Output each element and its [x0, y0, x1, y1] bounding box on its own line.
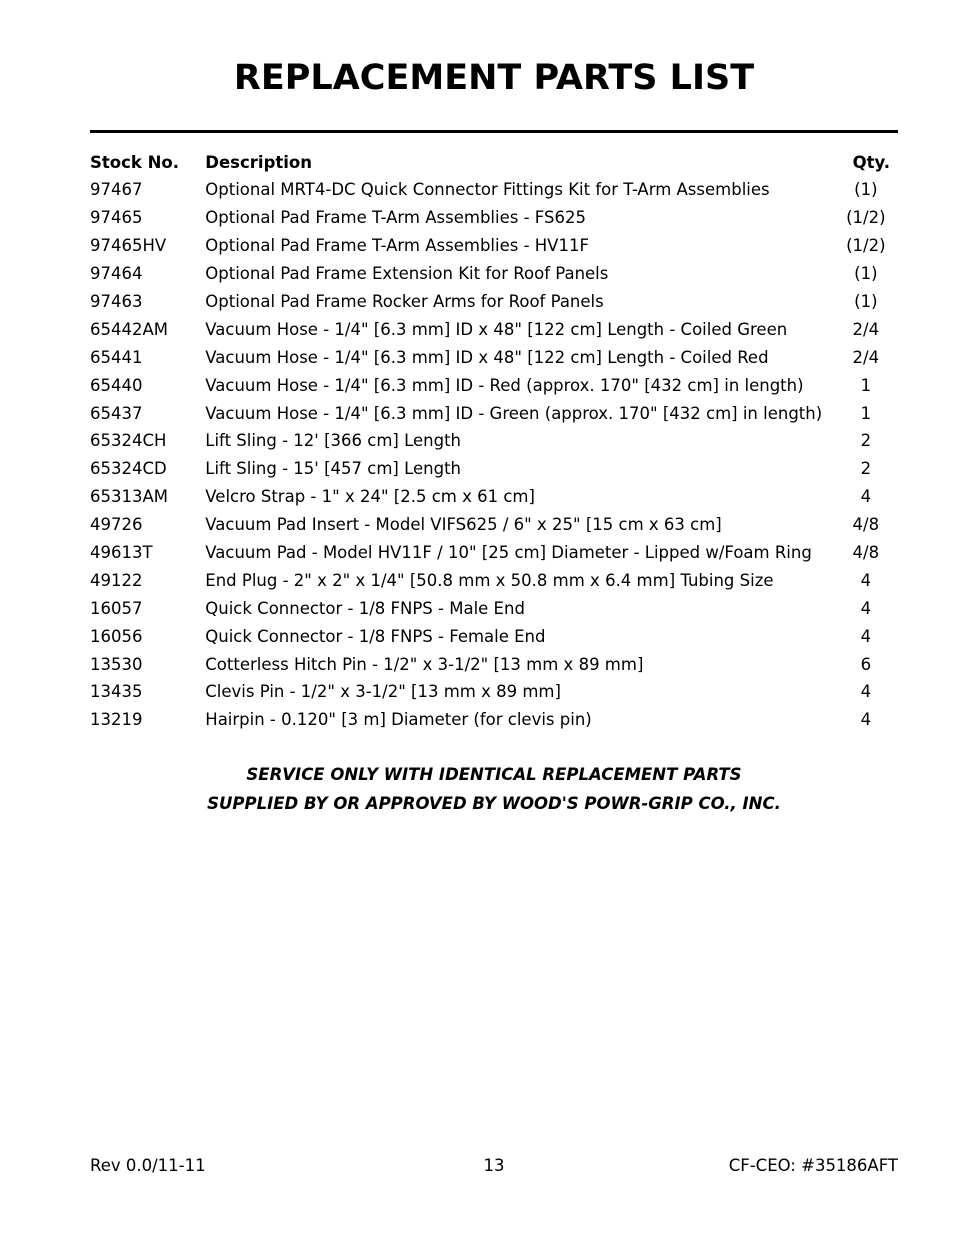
page-title: REPLACEMENT PARTS LIST: [233, 58, 755, 98]
stock-number-cell: 65442AM: [90, 319, 169, 339]
stock-number-cell: 65324CH: [90, 431, 167, 451]
table-row: [90, 176, 898, 204]
table-row: [90, 288, 898, 316]
description-cell: Vacuum Pad Insert - Model VIFS625 / 6" x 25" [15 cm x 63 cm]: [205, 515, 722, 535]
description-cell: Optional Pad Frame Rocker Arms for Roof Panels: [205, 292, 604, 311]
description-cell: Quick Connector - 1/8 FNPS - Female End: [205, 626, 546, 646]
description-cell: Vacuum Hose - 1/4" [6.3 mm] ID - Green (approx. 170" [432 cm] in length): [205, 403, 823, 423]
table-row: [90, 260, 898, 288]
stock-number-cell: 97463: [90, 292, 143, 311]
parts-table: [90, 148, 898, 734]
quantity-cell: 2/4: [852, 347, 880, 367]
description-cell: Optional Pad Frame T-Arm Assemblies - FS625: [205, 208, 586, 228]
quantity-cell: (1/2): [846, 208, 886, 228]
header-qty: Qty.: [852, 152, 890, 172]
description-cell: Lift Sling - 12' [366 cm] Length: [205, 431, 461, 451]
description-cell: Vacuum Hose - 1/4" [6.3 mm] ID x 48" [122 cm] Length - Coiled Green: [205, 319, 788, 339]
table-row: [90, 622, 898, 650]
footer-document-id: CF-CEO: #35186AFT: [728, 1156, 898, 1175]
table-row: [90, 455, 898, 483]
footer-page-number: 13: [483, 1156, 505, 1175]
quantity-cell: 4: [860, 626, 872, 646]
stock-number-cell: 65324CD: [90, 459, 167, 479]
table-row: [90, 315, 898, 343]
quantity-cell: 4: [860, 487, 872, 507]
table-row: [90, 483, 898, 511]
table-row: [90, 427, 898, 455]
table-row: [90, 511, 898, 539]
table-row: [90, 539, 898, 567]
stock-number-cell: 65440: [90, 375, 143, 395]
stock-number-cell: 13435: [90, 682, 143, 702]
stock-number-cell: 13530: [90, 654, 143, 674]
description-cell: Clevis Pin - 1/2" x 3-1/2" [13 mm x 89 mm]: [205, 682, 561, 702]
quantity-cell: 4/8: [852, 543, 880, 563]
description-cell: Quick Connector - 1/8 FNPS - Male End: [205, 598, 525, 618]
quantity-cell: 2: [860, 431, 872, 451]
quantity-cell: 2/4: [852, 319, 880, 339]
quantity-cell: 6: [860, 654, 872, 674]
quantity-cell: 4: [860, 710, 872, 730]
stock-number-cell: 13219: [90, 710, 143, 730]
table-row: [90, 594, 898, 622]
table-row: [90, 232, 898, 260]
service-notice: [0, 760, 954, 818]
service-notice-line-2: SUPPLIED BY OR APPROVED BY WOOD'S POWR-GRIP CO., INC.: [207, 794, 781, 813]
quantity-cell: 4: [860, 570, 872, 590]
description-cell: Cotterless Hitch Pin - 1/2" x 3-1/2" [13 mm x 89 mm]: [205, 654, 644, 674]
stock-number-cell: 65437: [90, 403, 143, 423]
stock-number-cell: 49122: [90, 570, 143, 590]
table-row: [90, 650, 898, 678]
description-cell: End Plug - 2" x 2" x 1/4" [50.8 mm x 50.8 mm x 6.4 mm] Tubing Size: [205, 570, 774, 590]
quantity-cell: 4: [860, 682, 872, 702]
quantity-cell: 2: [860, 459, 872, 479]
description-cell: Lift Sling - 15' [457 cm] Length: [205, 459, 461, 479]
stock-number-cell: 16056: [90, 626, 143, 646]
header-stock-no: Stock No.: [90, 152, 180, 172]
quantity-cell: 1: [860, 375, 872, 395]
table-header-row: [90, 148, 898, 176]
table-row: [90, 566, 898, 594]
table-row: [90, 204, 898, 232]
description-cell: Vacuum Hose - 1/4" [6.3 mm] ID x 48" [122 cm] Length - Coiled Red: [205, 347, 769, 367]
header-description: Description: [205, 152, 312, 172]
stock-number-cell: 49613T: [90, 543, 153, 563]
description-cell: Optional MRT4-DC Quick Connector Fittings Kit for T-Arm Assemblies: [205, 180, 770, 200]
stock-number-cell: 97467: [90, 180, 143, 200]
table-row: [90, 399, 898, 427]
title-divider: [90, 130, 898, 133]
quantity-cell: (1): [854, 180, 878, 200]
stock-number-cell: 97464: [90, 264, 143, 284]
quantity-cell: (1): [854, 264, 878, 284]
quantity-cell: (1/2): [846, 236, 886, 256]
stock-number-cell: 65313AM: [90, 487, 169, 507]
description-cell: Vacuum Hose - 1/4" [6.3 mm] ID - Red (approx. 170" [432 cm] in length): [205, 375, 804, 395]
quantity-cell: 4/8: [852, 515, 880, 535]
page-footer: [90, 1156, 898, 1178]
table-row: [90, 343, 898, 371]
footer-revision: Rev 0.0/11-11: [90, 1156, 206, 1175]
table-row: [90, 706, 898, 734]
stock-number-cell: 97465: [90, 208, 143, 228]
description-cell: Vacuum Pad - Model HV11F / 10" [25 cm] Diameter - Lipped w/Foam Ring: [205, 543, 812, 563]
description-cell: Optional Pad Frame Extension Kit for Roof Panels: [205, 264, 609, 284]
stock-number-cell: 49726: [90, 515, 143, 535]
quantity-cell: 4: [860, 598, 872, 618]
stock-number-cell: 16057: [90, 598, 143, 618]
quantity-cell: (1): [854, 292, 878, 311]
stock-number-cell: 97465HV: [90, 236, 167, 256]
parts-table-body: [90, 176, 898, 734]
quantity-cell: 1: [860, 403, 872, 423]
service-notice-line-1: SERVICE ONLY WITH IDENTICAL REPLACEMENT PARTS: [246, 765, 742, 784]
table-row: [90, 371, 898, 399]
description-cell: Optional Pad Frame T-Arm Assemblies - HV11F: [205, 236, 589, 256]
stock-number-cell: 65441: [90, 347, 143, 367]
description-cell: Hairpin - 0.120" [3 m] Diameter (for clevis pin): [205, 710, 592, 730]
description-cell: Velcro Strap - 1" x 24" [2.5 cm x 61 cm]: [205, 487, 535, 507]
table-row: [90, 678, 898, 706]
